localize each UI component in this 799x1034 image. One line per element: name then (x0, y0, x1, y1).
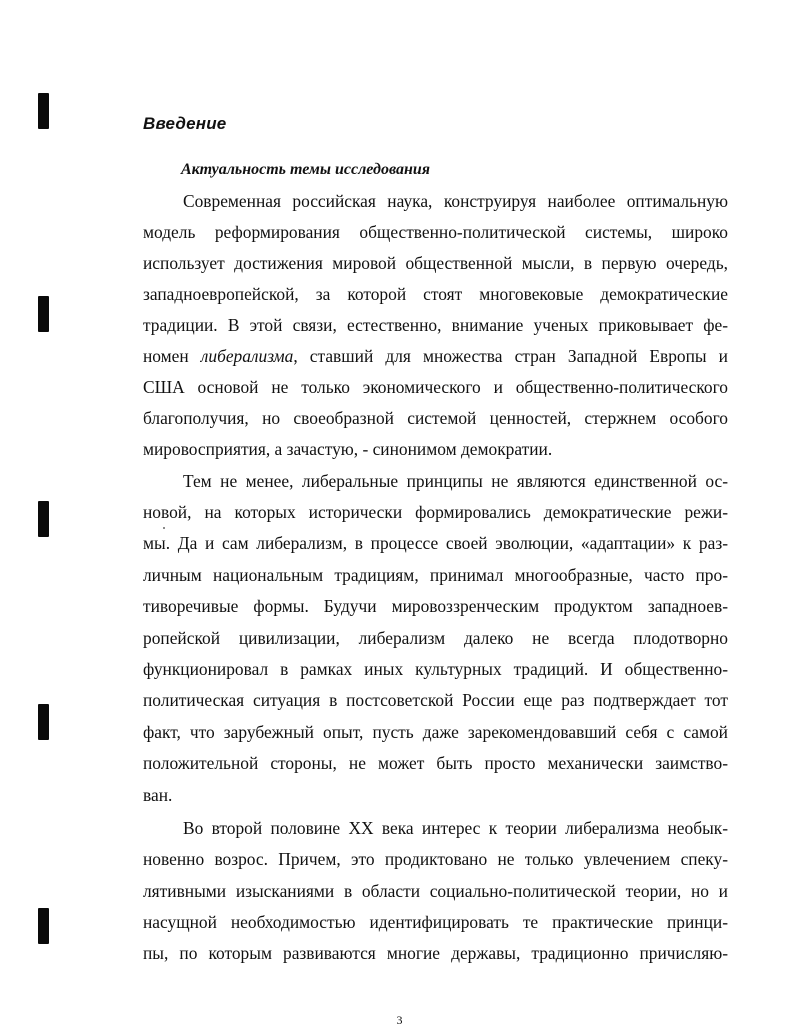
text-line: Во второй половине XX века интерес к теории либерализма необык- (183, 818, 728, 838)
text-line: Современная российская наука, конструируя наиболее оптимальную (183, 191, 728, 211)
binding-mark (38, 908, 49, 944)
text-line: ропейской цивилизации, либерализм далеко не всегда плодотворно (143, 628, 728, 648)
text-line: США основой не только экономического и общественно-политического (143, 377, 728, 397)
text-line: лятивными изысканиями в области социально-политической теории, но и (143, 881, 728, 901)
binding-mark (38, 704, 49, 740)
text-line: тиворечивые формы. Будучи мировоззренческим продуктом западноев- (143, 596, 728, 616)
text-line: ван. (143, 785, 173, 805)
text-line: положительной стороны, не может быть просто механически заимство- (143, 753, 728, 773)
text-line: личным национальным традициям, принимал многообразные, часто про- (143, 565, 728, 585)
emphasized-term: либерализма (200, 346, 294, 366)
text-line: насущной необходимостью идентифицировать те практические принци- (143, 912, 728, 932)
page-number: 3 (396, 1013, 403, 1027)
text-line: политическая ситуация в постсоветской России еще раз подтверждает тот (143, 690, 728, 710)
text-line: Тем не менее, либеральные принципы не являются единственной ос- (183, 471, 728, 491)
text-line: новенно возрос. Причем, это продиктовано не только увлечением спеку- (143, 849, 728, 869)
text-line: модель реформирования общественно-политической системы, широко (143, 222, 728, 242)
text-line: мы. Да и сам либерализм, в процессе своей эволюции, «адаптации» к раз- (143, 533, 728, 553)
binding-mark (38, 296, 49, 332)
text-line: новой, на которых исторически формировались демократические режи- (143, 502, 728, 522)
text-line: использует достижения мировой общественной мысли, в первую очередь, (143, 253, 728, 273)
section-heading: Введение (143, 114, 227, 133)
text-line: факт, что зарубежный опыт, пусть даже зарекомендовавший себя с самой (143, 722, 728, 742)
binding-mark (38, 501, 49, 537)
text-line: пы, по которым развиваются многие державы, традиционно причисляю- (143, 943, 728, 963)
text-line: западноевропейской, за которой стоят многовековые демократические (143, 284, 728, 304)
subsection-heading: Актуальность темы исследования (181, 161, 430, 178)
text-line: функционировал в рамках иных культурных традиций. И общественно- (143, 659, 728, 679)
text-line: традиции. В этой связи, естественно, внимание ученых приковывает фе- (143, 315, 728, 335)
binding-mark (38, 93, 49, 129)
text-line: благополучия, но своеобразной системой ценностей, стержнем особого (143, 408, 728, 428)
text-line: мировосприятия, а зачастую, - синонимом демократии. (143, 439, 553, 459)
text-line: номен либерализма, ставший для множества стран Западной Европы и (143, 346, 728, 366)
